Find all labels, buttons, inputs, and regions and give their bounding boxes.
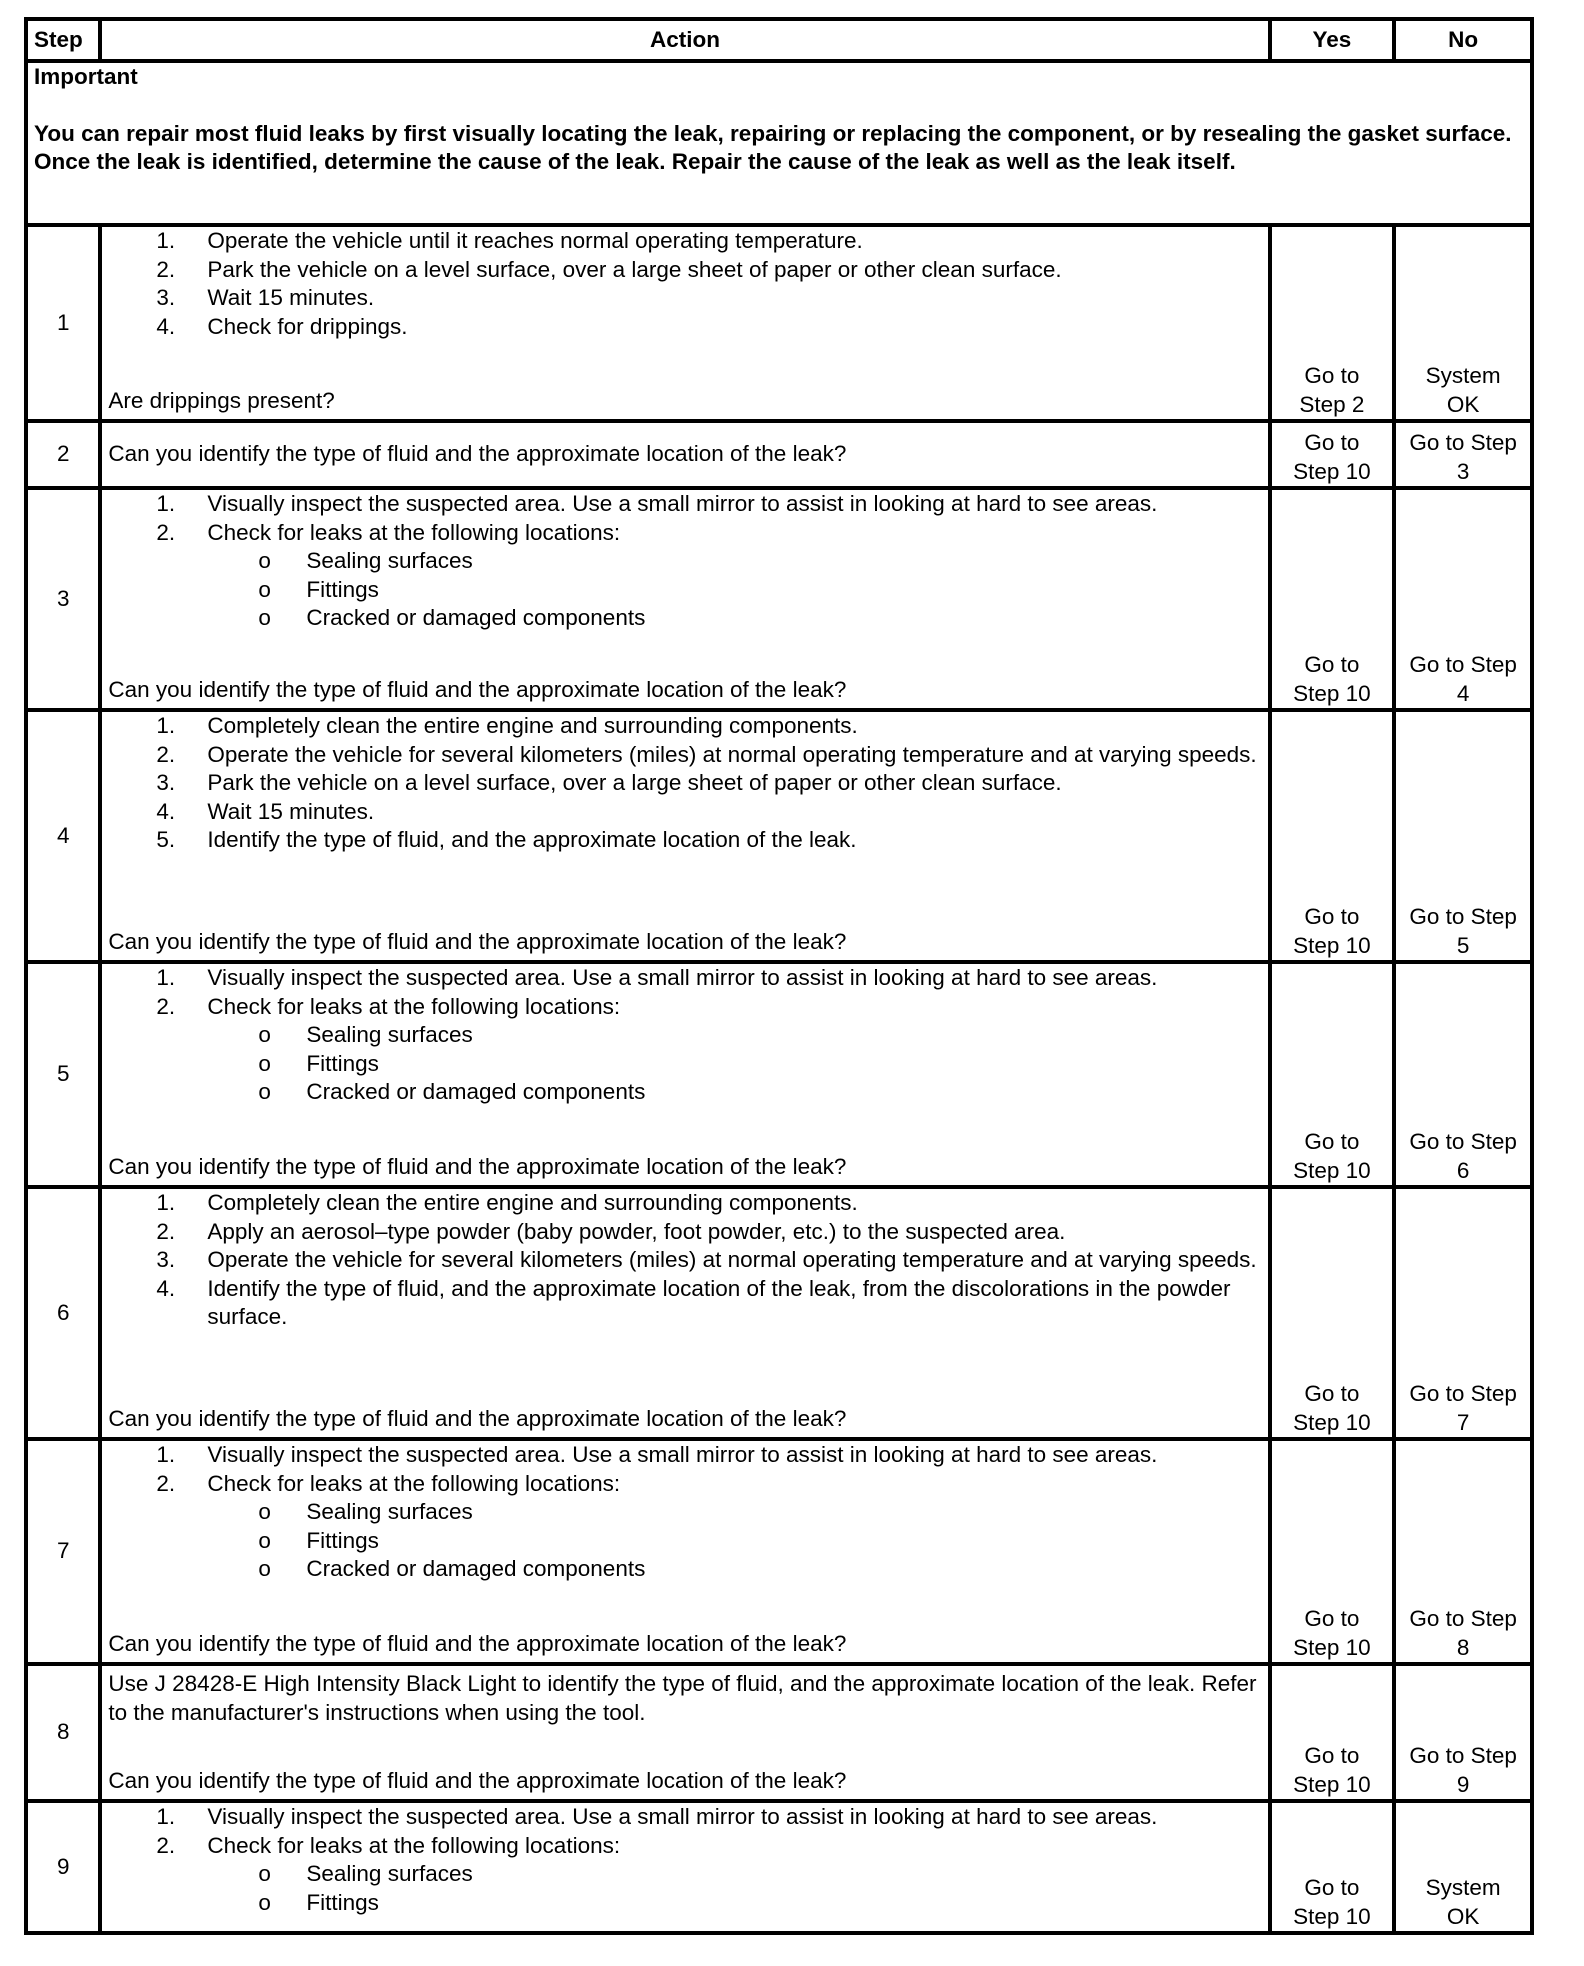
action-step-number: 2. <box>156 993 176 1019</box>
action-question: Can you identify the type of fluid and the approximate location of the leak? <box>108 1153 847 1179</box>
step-number: 4 <box>26 710 100 962</box>
location-subitem <box>108 1078 1261 1107</box>
action-cell <box>100 421 1269 488</box>
action-step-number: 1. <box>156 491 176 516</box>
step-row-7 <box>26 1439 1532 1664</box>
yes-result <box>1270 1801 1395 1933</box>
step-row-1 <box>26 225 1532 421</box>
action-step-item <box>108 826 1261 855</box>
action-step-item <box>108 1470 1261 1499</box>
location-subitem-text: Cracked or damaged components <box>306 1079 646 1104</box>
action-step-text: Identify the type of fluid, and the approximate location of the leak. <box>207 827 857 852</box>
no-result-line: Go to Step <box>1409 904 1517 929</box>
action-step-number: 2. <box>156 741 176 767</box>
action-step-number: 1. <box>156 1190 176 1215</box>
location-sublist <box>108 1860 1261 1917</box>
action-steps-list <box>108 1441 1261 1498</box>
yes-result <box>1270 1664 1395 1801</box>
action-step-item <box>108 1275 1261 1332</box>
action-step-text: Wait 15 minutes. <box>207 285 375 310</box>
location-subitem <box>108 547 1261 576</box>
action-step-number: 4. <box>156 798 176 824</box>
action-cell <box>100 488 1269 710</box>
no-result-line: 5 <box>1456 932 1470 958</box>
bullet-icon: o <box>258 1889 271 1915</box>
action-step-item <box>108 1803 1261 1832</box>
action-step-text: Completely clean the entire engine and surrounding components. <box>207 713 858 738</box>
location-subitem-text: Fittings <box>306 1050 379 1076</box>
yes-result-line: Step 10 <box>1293 458 1371 484</box>
action-step-number: 2. <box>156 1470 176 1496</box>
yes-result-line: Step 10 <box>1293 1634 1371 1660</box>
header-row <box>26 19 1532 61</box>
action-step-text: Park the vehicle on a level surface, over a large sheet of paper or other clean surface. <box>207 256 1062 282</box>
action-step-item <box>108 741 1261 770</box>
step-number: 2 <box>26 421 100 488</box>
location-subitem <box>108 1527 1261 1556</box>
action-step-text: Operate the vehicle for several kilometers (miles) at normal operating temperature and at varying speeds. <box>207 1247 1257 1272</box>
action-step-number: 5. <box>156 827 176 852</box>
no-result-line: 9 <box>1456 1771 1470 1797</box>
bullet-icon: o <box>258 1499 271 1524</box>
yes-result <box>1270 1187 1395 1439</box>
action-step-item <box>108 284 1261 313</box>
no-result <box>1394 962 1532 1187</box>
action-step-item <box>108 490 1261 519</box>
action-steps-list <box>108 1189 1261 1332</box>
action-cell <box>100 710 1269 962</box>
action-step-number: 2. <box>156 1832 176 1858</box>
action-step-text: Check for drippings. <box>207 313 408 339</box>
action-step-text: Visually inspect the suspected area. Use a small mirror to assist in looking at hard to see areas. <box>207 491 1158 516</box>
step-number: 7 <box>26 1439 100 1664</box>
location-subitem <box>108 1050 1261 1079</box>
location-subitem-text: Cracked or damaged components <box>306 1556 646 1581</box>
action-step-item <box>108 712 1261 741</box>
step-number: 3 <box>26 488 100 710</box>
location-subitem-text: Fittings <box>306 1889 379 1915</box>
no-result-line: 6 <box>1456 1157 1470 1183</box>
yes-result-line: Step 10 <box>1293 1903 1371 1929</box>
yes-result-line: Go to <box>1304 430 1360 455</box>
step-row-5 <box>26 962 1532 1187</box>
bullet-icon: o <box>258 605 271 630</box>
no-result <box>1394 488 1532 710</box>
action-step-item <box>108 964 1261 993</box>
step-row-4 <box>26 710 1532 962</box>
no-result-line: Go to Step <box>1409 652 1517 677</box>
action-step-number: 1. <box>156 1804 176 1829</box>
no-result-line: Go to Step <box>1409 1381 1517 1406</box>
action-question: Can you identify the type of fluid and the approximate location of the leak? <box>108 1767 847 1793</box>
action-step-item <box>108 313 1261 342</box>
location-subitem <box>108 1889 1261 1918</box>
no-result-line: 8 <box>1456 1634 1470 1660</box>
diagnostic-table <box>24 17 1534 1935</box>
no-result <box>1394 1439 1532 1664</box>
yes-result <box>1270 488 1395 710</box>
no-result-line: System <box>1425 1875 1501 1900</box>
bullet-icon: o <box>258 576 271 602</box>
action-step-item <box>108 227 1261 256</box>
action-question: Are drippings present? <box>108 387 335 413</box>
action-cell <box>100 1664 1269 1801</box>
action-step-text: Apply an aerosol–type powder (baby powder, foot powder, etc.) to the suspected area. <box>207 1218 1066 1244</box>
location-subitem-text: Sealing surfaces <box>306 1861 473 1886</box>
yes-result <box>1270 1439 1395 1664</box>
no-result <box>1394 1801 1532 1933</box>
yes-result <box>1270 710 1395 962</box>
step-number: 8 <box>26 1664 100 1801</box>
action-step-text: Completely clean the entire engine and surrounding components. <box>207 1190 858 1215</box>
location-subitem-text: Sealing surfaces <box>306 1499 473 1524</box>
yes-result <box>1270 421 1395 488</box>
yes-result-line: Go to <box>1304 1606 1360 1631</box>
action-step-number: 2. <box>156 519 176 545</box>
action-steps-list <box>108 712 1261 855</box>
no-result <box>1394 710 1532 962</box>
action-step-item <box>108 798 1261 827</box>
action-step-item <box>108 769 1261 798</box>
step-number: 5 <box>26 962 100 1187</box>
action-step-number: 1. <box>156 965 176 990</box>
action-step-text: Visually inspect the suspected area. Use a small mirror to assist in looking at hard to see areas. <box>207 965 1158 990</box>
no-result-line: Go to Step <box>1409 1606 1517 1631</box>
bullet-icon: o <box>258 1861 271 1886</box>
action-step-number: 3. <box>156 770 176 795</box>
location-sublist <box>108 1021 1261 1107</box>
action-column-header: Action <box>100 19 1269 61</box>
location-subitem <box>108 1498 1261 1527</box>
important-text: You can repair most fluid leaks by first visually locating the leak, repairing or replacing the component, or by resealing the gasket surface. Once the leak is identified, determine the cause of the leak. Repair the cause of the leak as well as the leak itself. <box>34 120 1512 174</box>
location-sublist <box>108 547 1261 633</box>
yes-result-line: Go to <box>1304 904 1360 929</box>
action-cell <box>100 1187 1269 1439</box>
action-cell <box>100 1801 1269 1933</box>
no-result-line: OK <box>1446 391 1480 417</box>
step-number: 1 <box>26 225 100 421</box>
action-step-number: 4. <box>156 1275 176 1301</box>
bullet-icon: o <box>258 548 271 573</box>
action-step-text: Check for leaks at the following locations: <box>207 993 621 1019</box>
action-step-item <box>108 519 1261 548</box>
yes-result-line: Go to <box>1304 652 1360 677</box>
bullet-icon: o <box>258 1050 271 1076</box>
action-step-item <box>108 993 1261 1022</box>
action-steps-list <box>108 964 1261 1021</box>
diagnostic-table-container <box>24 17 1534 1933</box>
step-number: 9 <box>26 1801 100 1933</box>
step-row-6 <box>26 1187 1532 1439</box>
step-column-header: Step <box>26 19 100 61</box>
important-row <box>26 61 1532 225</box>
yes-result-line: Step 10 <box>1293 932 1371 958</box>
location-subitem-text: Sealing surfaces <box>306 548 473 573</box>
action-question: Can you identify the type of fluid and the approximate location of the leak? <box>108 928 847 954</box>
bullet-icon: o <box>258 1022 271 1047</box>
action-step-number: 3. <box>156 285 176 310</box>
no-result <box>1394 421 1532 488</box>
location-subitem-text: Fittings <box>306 576 379 602</box>
yes-result-line: Step 10 <box>1293 680 1371 706</box>
action-step-number: 1. <box>156 228 176 253</box>
action-step-text: Operate the vehicle for several kilometers (miles) at normal operating temperature and at varying speeds. <box>207 741 1257 767</box>
action-step-number: 4. <box>156 313 176 339</box>
no-result <box>1394 1187 1532 1439</box>
action-paragraph: Use J 28428-E High Intensity Black Light to identify the type of fluid, and the approximate location of the leak. Refer to the manufacturer's instructions when using the tool. <box>108 1671 1257 1725</box>
action-cell <box>100 1439 1269 1664</box>
action-step-text: Operate the vehicle until it reaches normal operating temperature. <box>207 228 863 253</box>
action-cell <box>100 962 1269 1187</box>
action-step-text: Check for leaks at the following locations: <box>207 519 621 545</box>
action-cell <box>100 225 1269 421</box>
yes-result-line: Go to <box>1304 1875 1360 1900</box>
action-step-item <box>108 1218 1261 1247</box>
yes-result-line: Go to <box>1304 1743 1360 1768</box>
yes-result-line: Step 10 <box>1293 1409 1371 1435</box>
action-step-item <box>108 1189 1261 1218</box>
no-result-line: System <box>1425 363 1501 388</box>
no-result-line: Go to Step <box>1409 430 1517 455</box>
step-row-2 <box>26 421 1532 488</box>
yes-result-line: Go to <box>1304 1129 1360 1154</box>
step-row-9 <box>26 1801 1532 1933</box>
no-column-header: No <box>1394 19 1532 61</box>
action-question: Can you identify the type of fluid and the approximate location of the leak? <box>108 676 847 702</box>
location-subitem-text: Cracked or damaged components <box>306 605 646 630</box>
action-step-item <box>108 1246 1261 1275</box>
action-question: Can you identify the type of fluid and the approximate location of the leak? <box>108 1630 847 1656</box>
action-step-text: Identify the type of fluid, and the approximate location of the leak, from the discolorations in the powder surface. <box>207 1275 1231 1329</box>
yes-result-line: Go to <box>1304 1381 1360 1406</box>
no-result-line: OK <box>1446 1903 1480 1929</box>
yes-result <box>1270 225 1395 421</box>
no-result <box>1394 225 1532 421</box>
action-step-number: 2. <box>156 1218 176 1244</box>
no-result-line: 3 <box>1456 458 1470 484</box>
step-number: 6 <box>26 1187 100 1439</box>
action-step-number: 2. <box>156 256 176 282</box>
action-steps-list <box>108 1803 1261 1860</box>
location-subitem <box>108 1555 1261 1584</box>
action-step-number: 3. <box>156 1247 176 1272</box>
bullet-icon: o <box>258 1527 271 1553</box>
action-step-number: 1. <box>156 1442 176 1467</box>
location-subitem-text: Sealing surfaces <box>306 1022 473 1047</box>
yes-result-line: Step 10 <box>1293 1771 1371 1797</box>
bullet-icon: o <box>258 1556 271 1581</box>
yes-result-line: Go to <box>1304 363 1360 388</box>
no-result-line: 7 <box>1456 1409 1470 1435</box>
no-result <box>1394 1664 1532 1801</box>
action-step-text: Wait 15 minutes. <box>207 798 375 824</box>
action-question: Can you identify the type of fluid and the approximate location of the leak? <box>108 441 847 467</box>
step-row-8 <box>26 1664 1532 1801</box>
action-question: Can you identify the type of fluid and the approximate location of the leak? <box>108 1405 847 1431</box>
location-subitem <box>108 576 1261 605</box>
location-subitem-text: Fittings <box>306 1527 379 1553</box>
action-steps-list <box>108 490 1261 547</box>
action-step-item <box>108 1832 1261 1861</box>
action-step-text: Visually inspect the suspected area. Use a small mirror to assist in looking at hard to see areas. <box>207 1804 1158 1829</box>
location-subitem <box>108 604 1261 633</box>
action-step-text: Visually inspect the suspected area. Use a small mirror to assist in looking at hard to see areas. <box>207 1442 1158 1467</box>
step-row-3 <box>26 488 1532 710</box>
location-subitem <box>108 1860 1261 1889</box>
action-step-text: Check for leaks at the following locations: <box>207 1832 621 1858</box>
location-sublist <box>108 1498 1261 1584</box>
action-steps-list <box>108 227 1261 341</box>
important-title: Important <box>34 64 138 89</box>
no-result-line: 4 <box>1456 680 1470 706</box>
bullet-icon: o <box>258 1079 271 1104</box>
yes-result-line: Step 2 <box>1299 391 1365 417</box>
action-step-number: 1. <box>156 713 176 738</box>
important-note <box>26 61 1532 225</box>
no-result-line: Go to Step <box>1409 1743 1517 1768</box>
action-step-item <box>108 1441 1261 1470</box>
no-result-line: Go to Step <box>1409 1129 1517 1154</box>
yes-result <box>1270 962 1395 1187</box>
action-step-text: Check for leaks at the following locations: <box>207 1470 621 1496</box>
action-step-item <box>108 256 1261 285</box>
action-step-text: Park the vehicle on a level surface, over a large sheet of paper or other clean surface. <box>207 770 1062 795</box>
location-subitem <box>108 1021 1261 1050</box>
yes-column-header: Yes <box>1270 19 1395 61</box>
yes-result-line: Step 10 <box>1293 1157 1371 1183</box>
